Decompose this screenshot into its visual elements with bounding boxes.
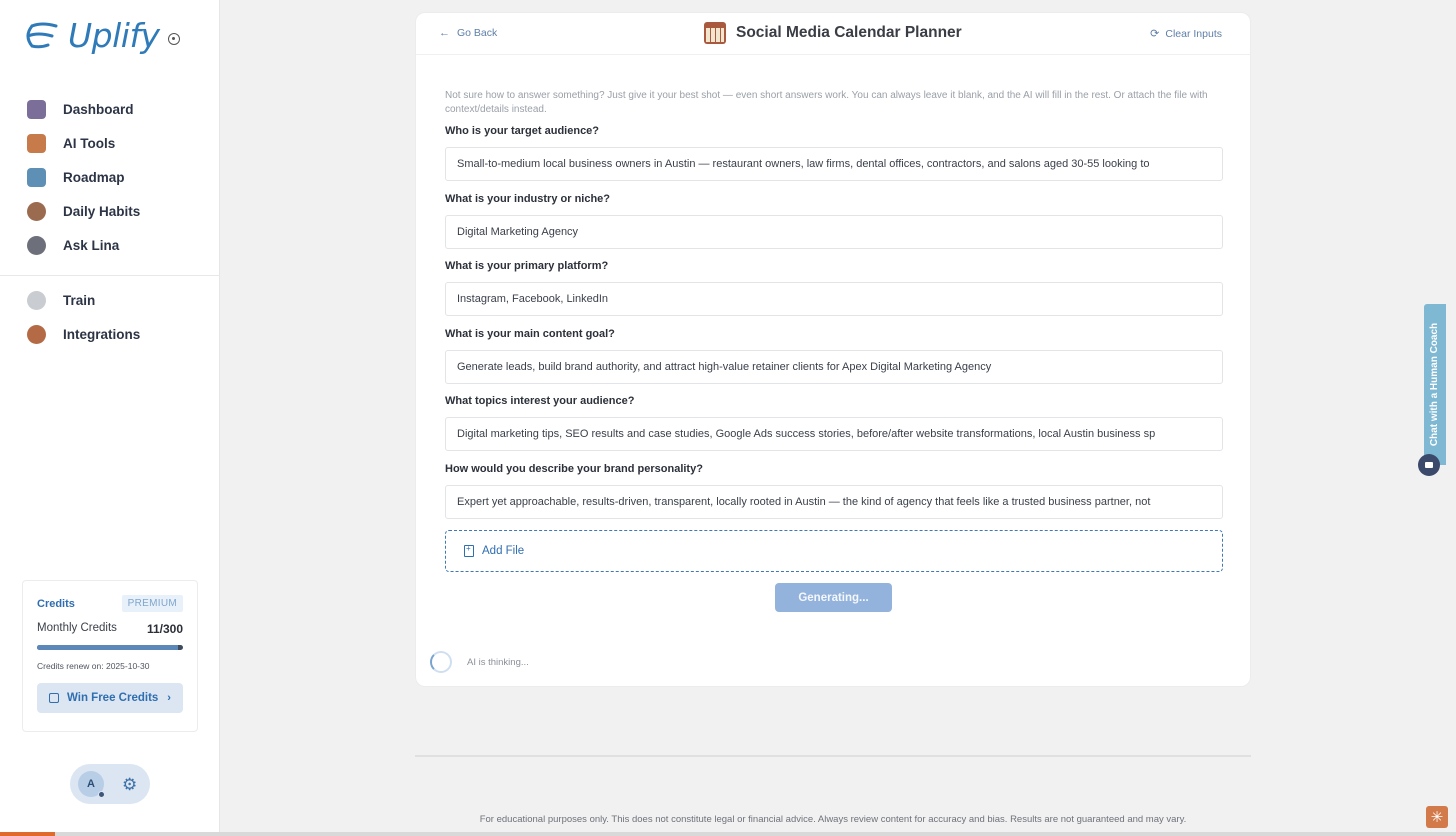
content-divider [415,755,1251,757]
ai-status-text: AI is thinking... [467,657,529,668]
page-progress-fill [0,832,55,836]
sparkle-icon[interactable]: ✳ [1426,806,1448,828]
generate-button[interactable]: Generating... [775,583,892,612]
field-label-platform: What is your primary platform? [445,260,609,272]
form-hint: Not sure how to answer something? Just give it your best shot — even short answers work. You can always leave it blank, and the AI will fill in the rest. Or attach the file with context/details instead. [445,90,1208,115]
ai-tools-icon [27,134,46,153]
page-progress-bar [0,832,1456,836]
human-coach-label: Chat with a Human Coach [1429,322,1441,447]
field-label-topics: What topics interest your audience? [445,395,635,407]
field-label-target-audience: Who is your target audience? [445,125,600,137]
clear-inputs-label: Clear Inputs [1165,27,1222,40]
chevron-right-icon: › [167,692,171,704]
go-back-button[interactable] [439,27,497,39]
uplify-logo-icon [22,20,62,52]
online-status-dot [98,791,105,798]
loading-spinner-icon [430,651,452,673]
page-title: Social Media Calendar Planner [736,24,962,41]
win-free-credits-label: Win Free Credits [67,692,159,704]
human-coach-label-wrap [1424,304,1446,465]
sidebar-item-daily-habits[interactable] [0,194,220,228]
gear-icon[interactable]: ⚙ [122,774,138,794]
plan-badge: PREMIUM [122,595,183,612]
file-add-icon [464,545,474,557]
add-file-dropzone[interactable] [445,530,1223,572]
sidebar-item-ask-lina[interactable] [0,228,220,262]
card-header [416,13,1250,55]
avatar[interactable] [78,771,104,797]
sidebar [0,0,220,836]
credits-renew-date: Credits renew on: 2025-10-30 [37,661,150,671]
brand-name: Uplify [68,16,160,55]
sidebar-item-dashboard[interactable] [0,92,220,126]
sidebar-item-label: Daily Habits [63,203,141,219]
add-file-label: Add File [482,545,525,557]
sidebar-item-train[interactable] [0,283,220,317]
sidebar-item-label: AI Tools [63,135,116,151]
monthly-credits-value: 11/300 [146,622,183,636]
sidebar-nav [0,92,220,351]
brand-logo[interactable] [22,18,180,54]
sidebar-item-roadmap[interactable] [0,160,220,194]
sidebar-item-ai-tools[interactable] [0,126,220,160]
sidebar-item-label: Ask Lina [63,237,120,253]
sidebar-item-label: Dashboard [63,101,134,117]
user-controls [70,764,150,804]
dashboard-icon [27,100,46,119]
field-label-industry: What is your industry or niche? [445,193,611,205]
integrations-icon [27,325,46,344]
win-free-credits-button[interactable] [37,683,183,713]
clear-inputs-button[interactable] [1150,27,1222,40]
brand-personality-input[interactable]: Expert yet approachable, results-driven, transparent, locally rooted in Austin — the kind of agency that feels like a trusted business partner, not [445,485,1223,519]
field-label-brand-personality: How would you describe your brand personality? [445,463,703,475]
arrow-left-icon: ← [439,27,450,39]
platform-input[interactable]: Instagram, Facebook, LinkedIn [445,282,1223,316]
sidebar-divider [0,275,220,276]
credits-panel [22,580,198,732]
credits-title: Credits [37,597,75,610]
tool-card [415,12,1251,687]
sidebar-item-label: Integrations [63,326,141,342]
monthly-credits-label: Monthly Credits [37,622,117,634]
sidebar-item-label: Roadmap [63,169,125,185]
content-goal-input[interactable]: Generate leads, build brand authority, and attract high-value retainer clients for Apex Digital Marketing Agency [445,350,1223,384]
sidebar-item-label: Train [63,292,96,308]
ask-lina-icon [27,236,46,255]
roadmap-icon [27,168,46,187]
page-title-wrap [704,22,962,44]
credits-progress-bar [37,645,183,650]
refresh-icon: ⟳ [1150,28,1160,40]
sidebar-item-integrations[interactable] [0,317,220,351]
daily-habits-icon [27,202,46,221]
disclaimer-text: For educational purposes only. This does not constitute legal or financial advice. Always review content for accuracy and bias. Results are not guaranteed and may vary. [479,814,1187,825]
topics-input[interactable]: Digital marketing tips, SEO results and case studies, Google Ads success stories, before/after website transformations, local Austin business sp [445,417,1223,451]
calendar-icon [704,22,726,44]
train-icon [27,291,46,310]
go-back-label: Go Back [457,27,498,39]
industry-input[interactable]: Digital Marketing Agency [445,215,1223,249]
field-label-content-goal: What is your main content goal? [445,328,615,340]
credits-progress-fill [37,645,178,650]
target-audience-input[interactable]: Small-to-medium local business owners in Austin — restaurant owners, law firms, dental offices, contractors, and salons aged 30-55 looking to [445,147,1223,181]
gift-icon [49,693,59,703]
info-icon[interactable] [168,33,180,45]
avatar-initial: A [87,778,95,790]
chat-bubble-icon[interactable] [1418,454,1440,476]
